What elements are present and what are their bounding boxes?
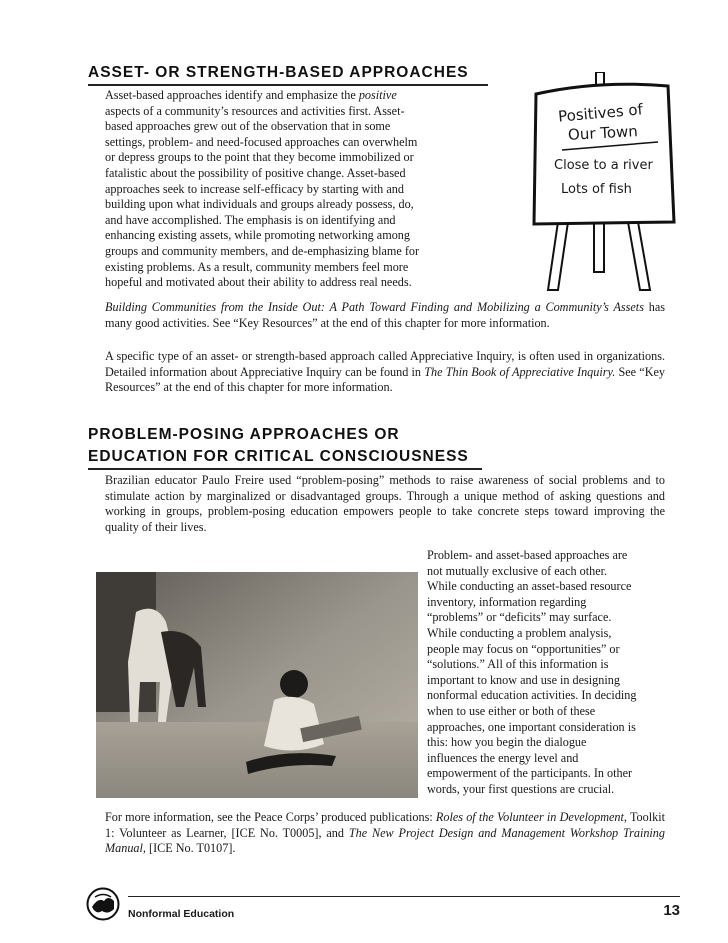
line: people may focus on “opportunities” or [427, 641, 620, 656]
line: approaches, one important consideration is [427, 719, 636, 734]
line: enhancing existing assets, while promoting networking among [105, 228, 410, 243]
page-footer [80, 896, 680, 926]
line: and have accomplished. The emphasis is on identifying and [105, 212, 396, 227]
line: “problems” or “deficits” may surface. [427, 610, 612, 625]
sidebar-text [427, 548, 667, 798]
line: fatalistic about the possibility of positive change. Asset-based [105, 165, 406, 180]
publication-title: Roles of the Volunteer in Development [435, 810, 624, 824]
line: nonformal education activities. In deciding [427, 688, 637, 703]
building-communities-paragraph [105, 300, 665, 331]
line: existing problems. As a result, community members feel more [105, 259, 409, 274]
text: For more information, see the Peace Corps’ produced publications: [105, 810, 436, 824]
text: , Toolkit 1: Volunteer as Learner, [ICE No. T0005], and [105, 810, 665, 840]
text: has many good activities. See “Key Resources” at the end of this chapter for more information. [105, 300, 665, 330]
more-information-paragraph [105, 810, 665, 857]
text: [ICE No. T0107]. [145, 841, 236, 856]
line: when to use either or both of these [427, 703, 596, 718]
line: words, your first questions are crucial. [427, 781, 615, 796]
sign-title-1: Positives of [557, 100, 644, 126]
line: settings, problem- and need-focused approaches can overwhelm [105, 134, 418, 149]
section-heading-problem-posing-1: PROBLEM-POSING APPROACHES OR [88, 426, 400, 443]
sign-item-1: Close to a river [554, 158, 653, 173]
footer-rule [128, 896, 680, 897]
line: based approaches grew out of the observation that in some [105, 119, 391, 134]
line: this: how you begin the dialogue [427, 735, 587, 750]
line: hopeful and motivated about their ability to address real needs. [105, 275, 412, 290]
sign-title-2: Our Town [567, 122, 639, 144]
text: A specific type of an asset- or strength-based approach called Appreciative Inquiry, is often used in organizations. Detailed information about Appreciative Inquiry can be found in [105, 349, 665, 379]
sign-item-2: Lots of fish [561, 182, 632, 197]
section-heading-asset-based: ASSET- OR STRENGTH-BASED APPROACHES [88, 64, 469, 81]
page-number: 13 [663, 902, 680, 919]
text: See “Key Resources” at the end of this chapter for more information. [105, 364, 666, 395]
photo-child-writing [96, 572, 418, 798]
line: inventory, information regarding [427, 594, 587, 609]
line: While conducting a problem analysis, [427, 625, 612, 640]
line: influences the energy level and [427, 750, 579, 765]
italic-word: positive [358, 88, 397, 102]
heading-rule [88, 84, 488, 86]
line: empowerment of the participants. In other [427, 766, 633, 781]
book-title: The Thin Book of Appreciative Inquiry. [424, 364, 616, 379]
appreciative-inquiry-paragraph [105, 349, 665, 396]
line: approaches seek to increase self-efficacy by starting with and [105, 181, 404, 196]
footer-label: Nonformal Education [128, 908, 235, 920]
line: Asset-based approaches identify and emphasize the [105, 88, 359, 102]
publication-title: The New Project Design and Management Workshop Training Manual, [105, 825, 665, 856]
line: aspects of a community’s resources and activities first. Asset- [105, 103, 405, 118]
section-heading-problem-posing-2: EDUCATION FOR CRITICAL CONSCIOUSNESS [88, 448, 469, 465]
line: groups and community members, and de-emphasizing blame for [105, 243, 420, 258]
heading-rule [88, 468, 482, 470]
line: While conducting an asset-based resource [427, 579, 632, 594]
line: building upon what individuals and groups already possess, do, [105, 197, 414, 212]
line: important to know and use in designing [427, 672, 620, 687]
easel-sign-illustration [528, 72, 678, 294]
photo-image [96, 572, 418, 798]
line: “solutions.” All of this information is [427, 657, 609, 672]
line: or depress groups to the point that they become immobilized or [105, 150, 414, 165]
asset-based-paragraph [105, 88, 488, 291]
line: Problem- and asset-based approaches are [427, 548, 628, 562]
freire-paragraph: Brazilian educator Paulo Freire used “problem-posing” methods to raise awareness of social problems and to stimulate action by marginalized or disadvantaged groups. Through a unique method of asking questions and working in groups, problem-posing education empowers people to take concrete steps toward improving the quality of their lives. [105, 473, 665, 534]
line: not mutually exclusive of each other. [427, 563, 608, 578]
book-title: Building Communities from the Inside Out: A Path Toward Finding and Mobilizing a Community’s Assets [105, 300, 644, 314]
